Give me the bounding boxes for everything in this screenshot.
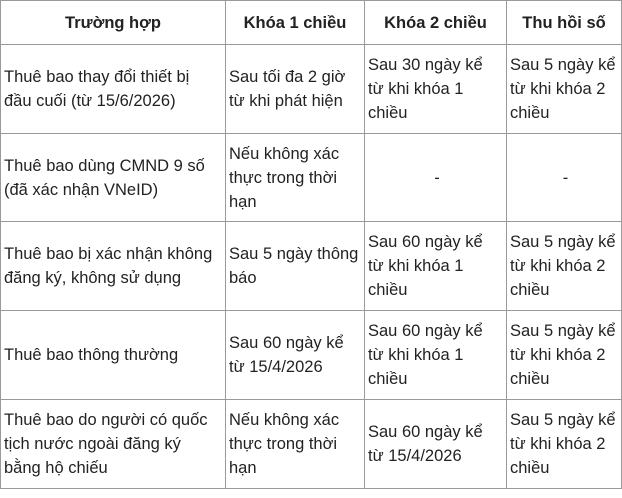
case-cell — [1, 45, 226, 134]
table-row — [1, 222, 622, 311]
cell-line: từ khi khóa 1 — [368, 346, 464, 364]
cell-line: thực trong thời — [229, 435, 338, 453]
cell-line: Thuê bao do người có quốc — [4, 411, 208, 429]
header-one-way-lock: Khóa 1 chiều — [226, 1, 365, 45]
one-way-lock-cell — [226, 311, 365, 400]
two-way-lock-cell — [365, 400, 507, 489]
header-two-way-lock: Khóa 2 chiều — [365, 1, 507, 45]
cell-line: Sau 60 ngày kể — [368, 233, 483, 251]
revoke-cell — [507, 400, 622, 489]
table-row — [1, 134, 622, 222]
cell-line: hạn — [229, 192, 257, 211]
case-cell — [1, 400, 226, 489]
cell-line: báo — [229, 269, 257, 287]
cell-line: từ khi khóa 1 — [368, 257, 464, 275]
two-way-lock-cell — [365, 134, 507, 222]
one-way-lock-cell — [226, 400, 365, 489]
cell-line: Thuê bao thay đổi thiết bị — [4, 68, 190, 86]
cell-line: Sau tối đa 2 giờ — [229, 68, 346, 86]
cell-line: thực trong thời — [229, 168, 338, 187]
revoke-cell — [507, 134, 622, 222]
cell-line: bằng hộ chiếu — [4, 459, 108, 477]
case-cell — [1, 311, 226, 400]
cell-line: Nếu không xác — [229, 411, 340, 429]
cell-line: đăng ký, không sử dụng — [4, 269, 182, 287]
cell-line: Thuê bao dùng CMND 9 số — [4, 156, 205, 175]
empty-dash: - — [562, 168, 569, 187]
empty-dash: - — [434, 168, 440, 187]
cell-line: từ khi khóa 2 — [510, 435, 606, 453]
two-way-lock-cell — [365, 311, 507, 400]
cell-line: hạn — [229, 459, 257, 477]
one-way-lock-cell — [226, 134, 365, 222]
cell-line: đầu cuối (từ 15/6/2026) — [4, 92, 176, 110]
cell-line: Sau 60 ngày kể — [368, 423, 483, 441]
cell-line: Sau 60 ngày kể — [368, 322, 483, 340]
cell-line: chiều — [510, 104, 550, 122]
header-number-revoke: Thu hồi số — [507, 1, 622, 45]
cell-line: từ 15/4/2026 — [368, 447, 462, 465]
header-case: Trường hợp — [1, 1, 226, 45]
cell-line: Thuê bao thông thường — [4, 346, 179, 364]
one-way-lock-cell — [226, 45, 365, 134]
cell-line: chiều — [368, 104, 408, 122]
revoke-cell — [507, 45, 622, 134]
table-row — [1, 45, 622, 134]
cell-line: từ khi khóa 2 — [510, 80, 606, 98]
two-way-lock-cell — [365, 222, 507, 311]
cell-line: từ 15/4/2026 — [229, 358, 323, 376]
cell-line: từ khi khóa 2 — [510, 257, 606, 275]
cell-line: Sau 5 ngày kể — [510, 233, 616, 251]
cell-line: Sau 5 ngày kể — [510, 322, 616, 340]
cell-line: chiều — [368, 281, 408, 299]
cell-line: Nếu không xác — [229, 144, 340, 163]
cell-line: Sau 5 ngày thông — [229, 245, 359, 263]
cell-line: chiều — [510, 281, 550, 299]
revoke-cell — [507, 222, 622, 311]
cell-line: chiều — [510, 370, 550, 388]
cell-line: chiều — [368, 370, 408, 388]
cell-line: Sau 60 ngày kể — [229, 334, 344, 352]
cell-line: Sau 30 ngày kể — [368, 56, 483, 74]
cell-line: từ khi phát hiện — [229, 92, 343, 110]
revoke-cell — [507, 311, 622, 400]
cell-line: chiều — [510, 459, 550, 477]
cell-line: từ khi khóa 2 — [510, 346, 606, 364]
table-row — [1, 311, 622, 400]
table-row — [1, 400, 622, 489]
two-way-lock-cell — [365, 45, 507, 134]
cell-line: tịch nước ngoài đăng ký — [4, 435, 181, 453]
header-row — [1, 1, 622, 45]
case-cell — [1, 222, 226, 311]
cell-line: (đã xác nhận VNeID) — [4, 180, 159, 199]
one-way-lock-cell — [226, 222, 365, 311]
case-cell — [1, 134, 226, 222]
cell-line: Sau 5 ngày kể — [510, 56, 616, 74]
cell-line: Sau 5 ngày kể — [510, 411, 616, 429]
cell-line: Thuê bao bị xác nhận không — [4, 245, 213, 263]
cell-line: từ khi khóa 1 — [368, 80, 464, 98]
